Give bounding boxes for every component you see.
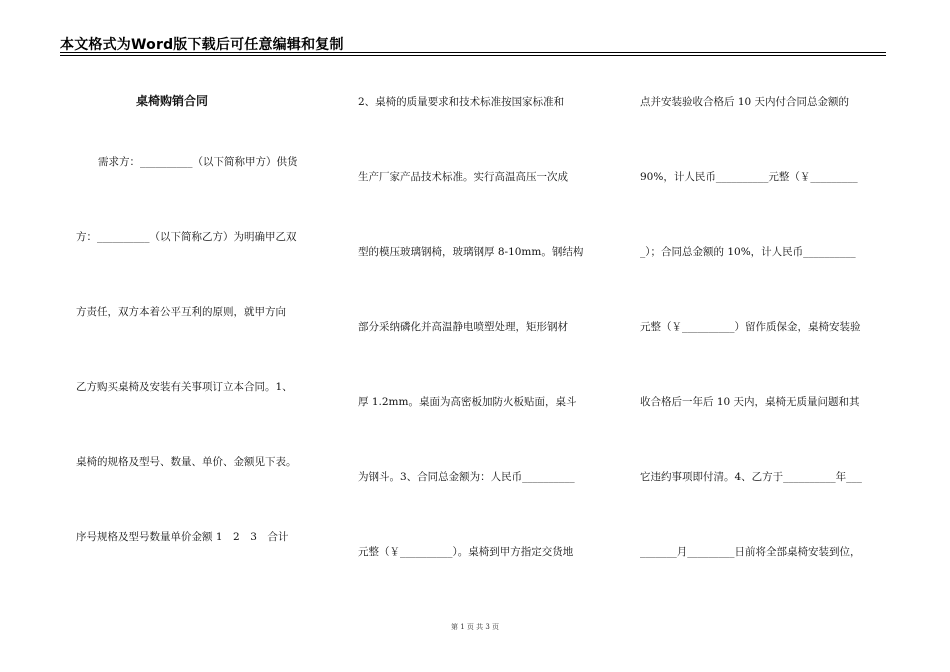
text-line: 方责任，双方本着公平互利的原则，就甲方向 [76,306,286,318]
text-line: 90%，计人民币__________元整（￥_________ [640,171,858,183]
text-line: 厚 1.2mm。桌面为高密板加防火板贴面，桌斗 [358,396,577,408]
text-line: 方：__________（以下简称乙方）为明确甲乙双 [76,231,297,243]
text-line: 生产厂家产品技术标准。实行高温高压一次成 [358,171,568,183]
text-line: _）；合同总金额的 10%，计人民币__________ [640,246,856,258]
text-line: 部分采纳磷化并高温静电喷塑处理，矩形钢材 [358,321,568,333]
text-line: 需求方：__________（以下简称甲方）供货 [98,156,298,168]
contract-title: 桌椅购销合同 [136,94,209,108]
text-line: 2、桌椅的质量要求和技术标准按国家标准和 [358,96,565,108]
header-rule-bottom [60,55,886,56]
text-line: _______月_________日前将全部桌椅安装到位， [640,546,861,558]
text-line: 元整（￥__________）。桌椅到甲方指定交货地 [358,546,574,558]
text-line: 序号规格及型号数量单价金额 1 2 3 合计 [76,531,289,543]
text-line: 乙方购买桌椅及安装有关事项订立本合同。1、 [76,381,293,393]
text-line: 桌椅的规格及型号、数量、单价、金额见下表。 [76,456,297,468]
text-line: 型的模压玻璃钢椅，玻璃钢厚 8-10mm。钢结构 [358,246,584,258]
text-line: 元整（￥__________）留作质保金，桌椅安装验 [640,321,861,333]
header-rule-top [60,52,886,53]
text-line: 它违约事项即付清。4、乙方于__________年___ [640,471,862,483]
document-banner: 本文格式为Word版下载后可任意编辑和复制 [60,37,344,53]
text-line: 为钢斗。3、合同总金额为：人民币__________ [358,471,575,483]
text-line: 点并安装验收合格后 10 天内付合同总金额的 [640,96,850,108]
text-line: 收合格后一年后 10 天内，桌椅无质量问题和其 [640,396,860,408]
page-number: 第 1 页 共 3 页 [450,623,500,631]
